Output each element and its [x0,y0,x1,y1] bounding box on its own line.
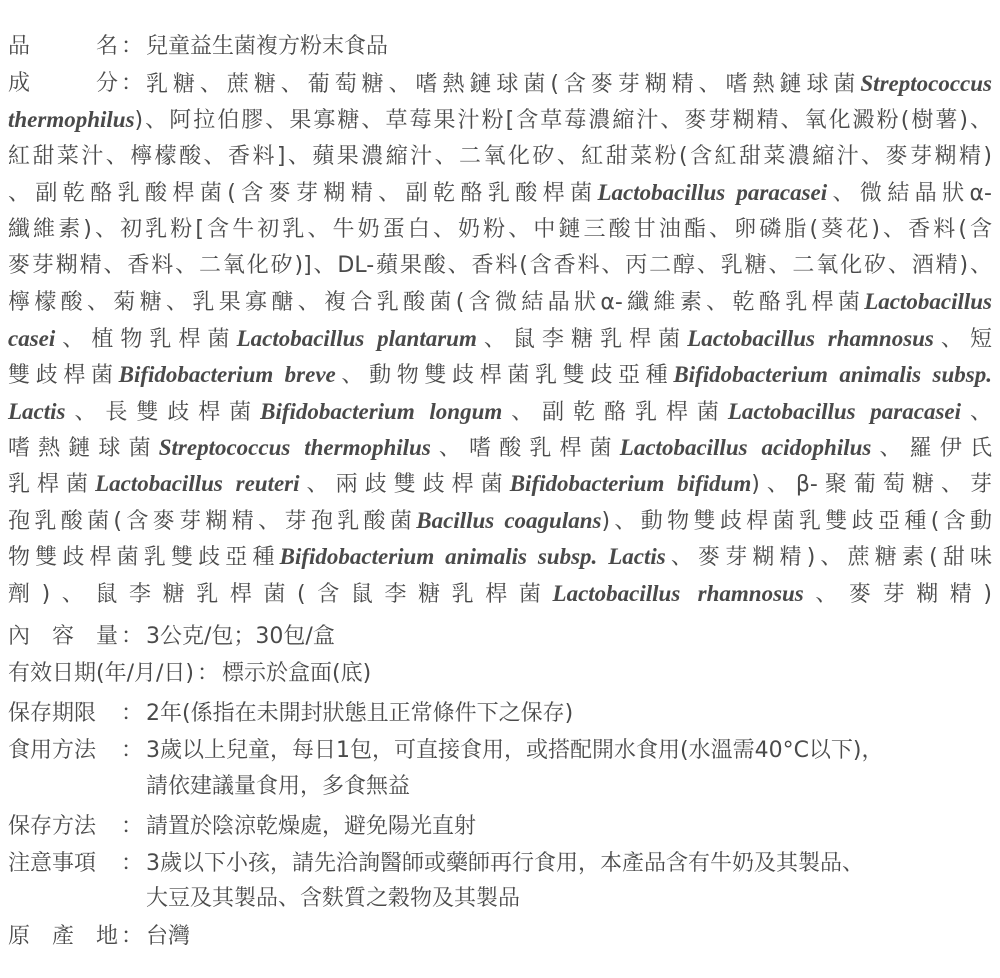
scientific-name: Lactobacillus [864,289,992,315]
ingredient-text: 、 [961,399,992,425]
storage-label: 保存方法 [8,814,97,839]
ingredient-text: 乳糖、蔗糖、葡萄糖、嗜熱鏈球菌(含麥芽糊精、嗜熱鏈球菌 [146,72,861,97]
ingredients-line [8,320,992,358]
ingredient-text: 、副乾酪乳桿菌 [502,399,728,425]
scientific-name: Bifidobacterium animalis subsp. Lactis [279,544,666,570]
ingredient-text: 、短 [933,326,992,352]
ingredients-line [8,393,992,431]
ingredient-text: 、微結晶狀α- [827,181,992,207]
shelf-life-label: 保存期限 [8,701,97,726]
scientific-name: Lactobacillus paracasei [597,180,828,206]
ingredients-label: 成 分 [8,71,118,96]
ingredients-line [8,575,992,613]
ingredients-line [8,429,992,467]
ingredients-line [8,283,992,321]
scientific-name: Lactobacillus plantarum [236,325,477,351]
ingredients-line [8,538,992,576]
colon: ： [196,661,219,686]
scientific-name: Bifidobacterium bifidum [509,471,752,497]
ingredient-text: 乳桿菌 [8,472,96,498]
expiry-date-label: 有效日期(年/月/日) [8,661,194,686]
ingredients-line [8,138,992,175]
ingredients-line [8,211,992,248]
ingredient-text: 紅甜菜汁、檸檬酸、香料]、蘋果濃縮汁、二氧化矽、紅甜菜粉(含紅甜菜濃縮汁、麥芽糊精) [8,143,992,169]
ingredient-text: 雙歧桿菌 [8,363,119,389]
ingredient-text: 、羅伊氏 [871,436,992,461]
ingredient-text: 、動物雙歧桿菌乳雙歧亞種 [335,363,674,389]
ingredient-text: 、麥芽糊精)、蔗糖素(甜味 [665,545,992,571]
scientific-name: thermophilus [8,107,135,133]
ingredient-text: 、長雙歧桿菌 [65,399,261,425]
ingredient-text: )、動物雙歧桿菌乳雙歧亞種(含動 [601,508,992,534]
net-content-value: 3公克/包；30包/盒 [146,624,335,649]
ingredient-text: 、副乾酪乳酸桿菌(含麥芽糊精、副乾酪乳酸桿菌 [8,181,598,207]
scientific-name: Bifidobacterium longum [260,398,503,424]
ingredient-text: 、兩歧雙歧桿菌 [299,472,510,498]
scientific-name: Lactobacillus rhamnosus [687,325,934,351]
colon: ： [120,924,143,949]
notes-value-continued: 大豆及其製品、含麩質之穀物及其製品 [146,886,521,911]
notes-label: 注意事項 [8,851,97,876]
ingredient-text: 嗜熱鏈球菌 [8,436,159,461]
scientific-name: Bifidobacterium breve [118,362,336,388]
ingredients-line [8,356,992,394]
notes-value: 3歲以下小孩，請先洽詢醫師或藥師再行食用，本產品含有牛奶及其製品、 [146,851,864,876]
scientific-name: Streptococcus [860,71,992,96]
ingredients-line [8,465,992,503]
origin-label: 原 產 地 [8,924,118,949]
scientific-name: casei [8,325,56,351]
usage-row [8,732,992,769]
origin-row [8,918,992,955]
usage-value-continued: 請依建議量食用，多食無益 [146,774,411,799]
scientific-name: Lactobacillus rhamnosus [552,580,804,606]
scientific-name: Lactobacillus paracasei [727,398,962,424]
colon: ： [120,34,143,59]
scientific-name: Lactobacillus reuteri [95,471,300,497]
ingredient-text: 、鼠李糖乳桿菌 [476,326,688,352]
usage-label: 食用方法 [8,738,97,763]
colon: ： [120,814,143,839]
colon: ： [120,851,143,876]
expiry-date-row [8,655,992,692]
product-name-value: 兒童益生菌複方粉末食品 [146,34,389,59]
storage-row [8,808,992,845]
product-name-row [8,28,992,65]
net-content-label: 內 容 量 [8,624,118,649]
scientific-name: Bifidobacterium animalis subsp. [673,362,992,388]
ingredients-line [8,502,992,540]
shelf-life-row [8,695,992,732]
ingredients-line [8,101,992,139]
colon: ： [120,624,143,649]
ingredient-text: 、植物乳桿菌 [55,326,237,352]
scientific-name: Streptococcus thermophilus [158,435,431,460]
scientific-name: Lactobacillus acidophilus [619,435,872,460]
ingredient-text: 麥芽糊精、香料、二氧化矽)]、DL-蘋果酸、香料(含香料、丙二醇、乳糖、二氧化矽、酒精)、 [8,253,992,278]
colon: ： [120,71,143,96]
ingredients-line [8,174,992,212]
ingredient-text: 纖維素)、初乳粉[含牛初乳、牛奶蛋白、奶粉、中鏈三酸甘油酯、卵磷脂(葵花)、香料(含 [8,216,992,242]
product-name-label: 品 名 [8,34,118,59]
ingredients-line [146,65,992,103]
usage-value: 3歲以上兒童，每日1包，可直接食用，或搭配開水食用(水溫需40°C以下)， [146,738,884,763]
colon: ： [120,701,143,726]
ingredient-text: 孢乳酸菌(含麥芽糊精、芽孢乳酸菌 [8,508,417,534]
origin-value: 台灣 [146,924,191,949]
ingredient-text: 物雙歧桿菌乳雙歧亞種 [8,545,280,571]
ingredient-text: 檸檬酸、菊糖、乳果寡醣、複合乳酸菌(含微結晶狀α-纖維素、乾酪乳桿菌 [8,290,865,316]
net-content-row [8,618,992,655]
ingredient-text: )、β-聚葡萄糖、芽 [751,472,992,498]
expiry-date-value: 標示於盒面(底) [222,661,372,686]
storage-value: 請置於陰涼乾燥處，避免陽光直射 [146,814,477,839]
ingredients-line [8,247,992,284]
scientific-name: Bacillus coagulans [416,507,602,533]
ingredient-text: 劑)、鼠李糖乳桿菌(含鼠李糖乳桿菌 [8,581,553,607]
notes-row [8,845,992,882]
ingredient-text: 、嗜酸乳桿菌 [430,436,620,461]
ingredient-text: )、阿拉伯膠、果寡糖、草莓果汁粉[含草莓濃縮汁、麥芽糊精、氧化澱粉(樹薯)、 [134,108,992,134]
colon: ： [120,738,143,763]
ingredient-text: 、麥芽糊精) [803,581,992,607]
scientific-name: Lactis [8,398,66,424]
shelf-life-value: 2年(係指在未開封狀態且正常條件下之保存) [146,701,574,726]
